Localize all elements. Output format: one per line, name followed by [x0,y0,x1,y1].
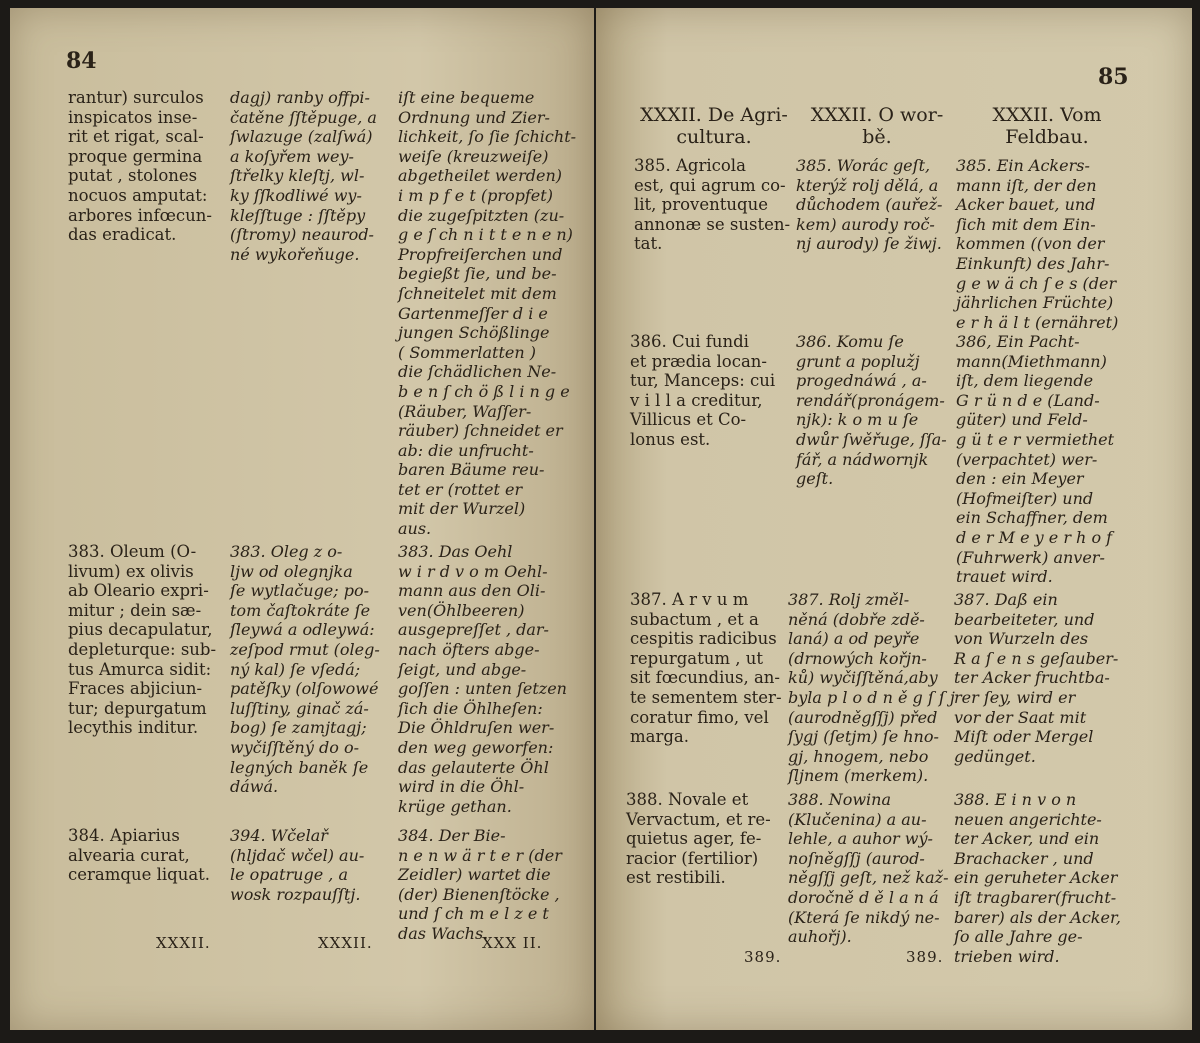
text-line: 387. Rolj změl- [788,590,910,609]
text-line: patěſky (olſowowé [230,679,379,699]
text-line: luſſtiny, ginač zá- [230,698,369,718]
text-line: dáwá. [230,777,279,797]
text-line: die zugeſpitzten (zu- [398,205,565,225]
text-line: byla p l o d n ě g ſ ſ j [788,687,955,707]
text-line: noſněgſſj (aurod- [788,848,925,868]
text-line: coratur fimo, vel [630,707,769,727]
page-number-right: 85 [1098,64,1129,90]
text-line: rit et rigat, scal- [68,127,204,147]
text-line: wosk rozpauſſtj. [230,884,361,904]
text-line: 385. Ein Ackers- [956,156,1090,175]
text-line: räuber) ſchneidet er [398,421,563,441]
text-line: 388. Nowina [788,790,891,809]
text-line: ab Oleario expri- [68,581,209,601]
text-line: vor der Saat mit [954,707,1087,727]
text-line: ceramque liquat. [68,865,211,885]
catchword-german: XXX II. [482,934,543,952]
text-line: d e r M e y e r h o f [956,527,1113,547]
latin-text-388 [626,790,771,888]
text-line: 383. Das Oehl [398,542,513,561]
text-line: (hljdač wčel) au- [230,845,365,865]
german-text-surculos [398,88,576,539]
text-line: iſt, dem liegende [956,371,1094,391]
text-line: kleſſtuge : ſſtěpy [230,205,366,225]
text-line: lehle, a auhor wý- [788,829,933,849]
latin-text-383 [68,542,216,738]
latin-text-387 [630,590,782,747]
german-text-384 [398,826,562,944]
text-line: livum) ex olivis [68,561,194,581]
text-line: (Hofmeiſter) und [956,488,1094,508]
german-text-385 [956,156,1118,332]
text-line: mitur ; dein sæ- [68,600,202,620]
text-line: den weg geworfen: [398,737,554,757]
text-line: zeſpod rmut (oleg- [230,639,380,659]
text-line: wyčiſſtěný do o- [230,737,359,757]
text-line: G r ü n d e (Land- [956,390,1100,410]
catchword-latin: XXXII. [156,934,211,952]
text-line: laná) a od peyře [788,629,920,649]
text-line: (drnowých kořjn- [788,648,927,668]
text-line: marga. [630,727,690,747]
text-line: (verpachtet) wer- [956,449,1098,469]
text-line: tat. [634,234,663,254]
text-line: güter) und Feld- [956,410,1088,430]
text-line: ky ſſkodliwé wy- [230,185,362,205]
text-line: geſt. [796,469,834,489]
text-line: Zeidler) wartet die [398,865,551,885]
text-line: und ſ ch m e l z e t [398,904,549,924]
text-line: v i l l a creditur, [630,390,763,410]
left-page [10,8,594,1030]
text-line: čatěne ſſtěpuge, a [230,107,377,127]
text-line: iſt eine bequeme [398,88,535,107]
text-line: ( Sommerlatten ) [398,342,536,362]
text-line: 387. Daß ein [954,590,1058,609]
right-page [596,8,1192,1030]
text-line: goſſen : unten ſetzen [398,679,567,699]
text-line: Brachacker , und [954,848,1094,868]
text-line: i m p f e t (propfet) [398,185,553,205]
text-line: mann aus den Oli- [398,581,546,601]
text-line: legných baněk ſe [230,757,369,777]
german-text-387 [954,590,1118,766]
text-line: gedünget. [954,746,1036,766]
text-line: 384. Der Bie- [398,826,506,845]
text-line: ab: die unfrucht- [398,440,534,460]
text-line: (Klučenina) a au- [788,809,927,829]
text-line: (Která ſe nikdý ne- [788,907,940,927]
text-line: ků) wyčiſſtěná,aby [788,668,938,688]
czech-text-387 [788,590,955,786]
text-line: bog) ſe zamjtagj; [230,718,367,738]
text-line: b e n ſ ch ö ß l i n g e [398,381,570,401]
catchword-czech: XXXII. [318,934,373,952]
chapter-heading-czech [792,104,962,148]
text-line: begießt ſie, und be- [398,264,557,284]
text-line: den : ein Meyer [956,469,1084,489]
czech-text-383 [230,542,380,797]
text-line: R a ſ e n s geſauber- [954,648,1119,668]
text-line: Miſt oder Mergel [954,727,1094,747]
text-line: nj aurody) ſe žiwj. [796,234,942,254]
text-line: auhořj). [788,927,852,947]
text-line: tom čaſtokráte ſe [230,600,371,620]
text-line: kommen ((von der [956,234,1105,254]
text-line: rer ſey, wird er [954,687,1076,707]
text-line: dagj) ranby offpi- [230,88,370,107]
catchword-czech-right: 389. [906,948,944,966]
text-line: mit der Wurzel) [398,499,526,519]
text-line: bě. [862,126,892,148]
text-line: tet er (rottet er [398,479,523,499]
text-line: grunt a poplužj [796,351,920,371]
text-line: te sementem ster- [630,687,782,707]
czech-text-388 [788,790,949,947]
text-line: Ordnung und Zier- [398,107,550,127]
text-line: et prædia locan- [630,351,768,371]
czech-text-386 [796,332,947,489]
text-line: kem) aurody roč- [796,214,935,234]
text-line: (aurodněgſſj) před [788,707,938,727]
text-line: ſljnem (merkem). [788,766,929,786]
text-line: barer) als der Acker, [954,907,1121,927]
text-line: ſich mit dem Ein- [956,214,1096,234]
text-line: gj, hnogem, nebo [788,746,929,766]
czech-text-surculos [230,88,377,264]
text-line: wird in die Öhl- [398,777,525,797]
text-line: das Wachs. [398,923,489,943]
page-number-left: 84 [66,48,97,74]
chapter-heading-german [964,104,1130,148]
text-line: w i r d v o m Oehl- [398,561,548,581]
text-line: baren Bäume reu- [398,460,545,480]
catchword-latin-right: 389. [744,948,782,966]
text-line: lichkeit, ſo ſie ſchicht- [398,127,577,147]
text-line: Vervactum, et re- [626,809,771,829]
text-line: 394. Wčelař [230,826,328,845]
text-line: doročně d ě l a n á [788,887,939,907]
text-line: arbores infœcun- [68,205,212,225]
text-line: 386, Ein Pacht- [956,332,1080,351]
text-line: cultura. [676,126,752,148]
text-line: Einkunft) des Jahr- [956,253,1110,273]
text-line: tur, Manceps: cui [630,371,776,391]
text-line: krüge gethan. [398,796,512,816]
text-line: Propfreiſerchen und [398,244,563,264]
text-line: est, qui agrum co- [634,175,786,195]
text-line: XXXII. De Agri- [640,104,788,126]
text-line: tur; depurgatum [68,698,207,718]
text-line: 384. Apiarius [68,826,180,845]
text-line: neuen angerichte- [954,809,1102,829]
text-line: ausgepreſſet , dar- [398,620,549,640]
text-line: fář, a nádwornjk [796,449,929,469]
text-line: est restibili. [626,868,726,888]
text-line: ven(Öhlbeeren) [398,600,525,620]
text-line: racior (fertilior) [626,848,759,868]
text-line: ljw od olegnjka [230,561,353,581]
text-line: nocuos amputat: [68,185,208,205]
text-line: Fraces abjiciun- [68,679,203,699]
text-line: annonæ se susten- [634,214,791,234]
text-line: bearbeiteter, und [954,609,1095,629]
text-line: něgſſj geſt, než kaž- [788,868,949,888]
text-line: tus Amurca sidit: [68,659,212,679]
text-line: Villicus et Co- [630,410,747,430]
text-line: lonus est. [630,429,711,449]
text-line: mann(Miethmann) [956,351,1107,371]
text-line: 383. Oleum (O- [68,542,197,561]
text-line: depleturque: sub- [68,639,217,659]
text-line: subactum , et a [630,609,759,629]
german-text-388 [954,790,1121,966]
text-line: progednáwá , a- [796,371,927,391]
text-line: ſwlazuge (zalſwá) [230,127,373,147]
text-line: dwůr ſwěřuge, ſſa- [796,429,947,449]
text-line: e r h ä l t (ernähret) [956,312,1119,332]
text-line: alvearia curat, [68,845,190,865]
text-line: g e ſ ch n i t t e n e n) [398,225,573,245]
text-line: proque germina [68,146,203,166]
text-line: die ſchädlichen Ne- [398,362,557,382]
german-text-386 [956,332,1114,587]
text-line: né wykořeňuge. [230,244,360,264]
text-line: ſchneitelet mit dem [398,283,557,303]
text-line: důchodem (auřež- [796,195,943,215]
czech-text-384 [230,826,364,904]
text-line: kterýž rolj dělá, a [796,175,939,195]
text-line: lit, proventuque [634,195,768,215]
text-line: ter Acker, und ein [954,829,1100,849]
text-line: le opatruge , a [230,865,348,885]
text-line: XXXII. Vom [992,104,1102,126]
text-line: 385. Agricola [634,156,746,175]
text-line: das gelauterte Öhl [398,757,549,777]
text-line: něná (dobře zdě- [788,609,925,629]
latin-text-385 [634,156,790,254]
text-line: ſygj (ſetjm) ſe hno- [788,727,939,747]
text-line: cespitis radicibus [630,629,777,649]
text-line: trauet wird. [956,567,1053,587]
text-line: Feldbau. [1005,126,1089,148]
text-line: weiſe (kreuzweiſe) [398,146,549,166]
text-line: das eradicat. [68,225,177,245]
latin-text-386 [630,332,775,450]
czech-text-385 [796,156,942,254]
text-line: ný kal) ſe vſedá; [230,659,361,679]
text-line: XXXII. O wor- [810,104,944,126]
text-line: abgetheilet werden) [398,166,562,186]
chapter-heading-latin [634,104,794,148]
text-line: Gartenmeſſer d i e [398,303,548,323]
text-line: repurgatum , ut [630,648,764,668]
text-line: ſich die Öhlheſen: [398,698,543,718]
text-line: iſt tragbarer(frucht- [954,887,1117,907]
text-line: pius decapulatur, [68,620,213,640]
text-line: quietus ager, fe- [626,829,762,849]
text-line: mann iſt, der den [956,175,1097,195]
text-line: Acker bauet, und [956,195,1096,215]
latin-text-surculos [68,88,212,245]
text-line: njk): k o m u ſe [796,410,919,430]
text-line: inspicatos inse- [68,107,198,127]
text-line: aus. [398,519,432,539]
text-line: ſtřelky kleſtj, wl- [230,166,365,186]
text-line: jungen Schößlinge [398,323,550,343]
latin-text-384 [68,826,210,885]
text-line: trieben wird. [954,946,1060,966]
text-line: putat , stolones [68,166,198,186]
text-line: 388. E i n v o n [954,790,1077,809]
text-line: (der) Bienenſtöcke , [398,884,560,904]
text-line: 386. Komu ſe [796,332,904,351]
text-line: von Wurzeln des [954,629,1089,649]
text-line: rendář(pronágem- [796,390,945,410]
text-line: g ü t e r vermiethet [956,429,1115,449]
text-line: (Fuhrwerk) anver- [956,547,1105,567]
text-line: 386. Cui fundi [630,332,749,351]
text-line: ſo alle Jahre ge- [954,927,1083,947]
text-line: lecythis inditur. [68,718,199,738]
text-line: ſeigt, und abge- [398,659,527,679]
text-line: 387. A r v u m [630,590,749,609]
text-line: jährlichen Früchte) [956,293,1114,313]
text-line: ter Acker fruchtba- [954,668,1110,688]
text-line: (Räuber, Waſſer- [398,401,532,421]
text-line: 385. Worác geſt, [796,156,931,175]
text-line: (ſtromy) neaurod- [230,225,374,245]
text-line: rantur) surculos [68,88,204,107]
text-line: n e n w ä r t e r (der [398,845,562,865]
text-line: ein Schaffner, dem [956,508,1108,528]
text-line: ſe wytlačuge; po- [230,581,370,601]
text-line: 388. Novale et [626,790,749,809]
german-text-383 [398,542,567,816]
text-line: nach öfters abge- [398,639,540,659]
text-line: Die Öhldruſen wer- [398,718,555,738]
text-line: a koſyřem wey- [230,146,354,166]
text-line: ſleywá a odleywá: [230,620,375,640]
text-line: 383. Oleg z o- [230,542,343,561]
text-line: g e w ä ch ſ e s (der [956,273,1117,293]
text-line: ein geruheter Acker [954,868,1118,888]
text-line: sit fœcundius, an- [630,668,780,688]
